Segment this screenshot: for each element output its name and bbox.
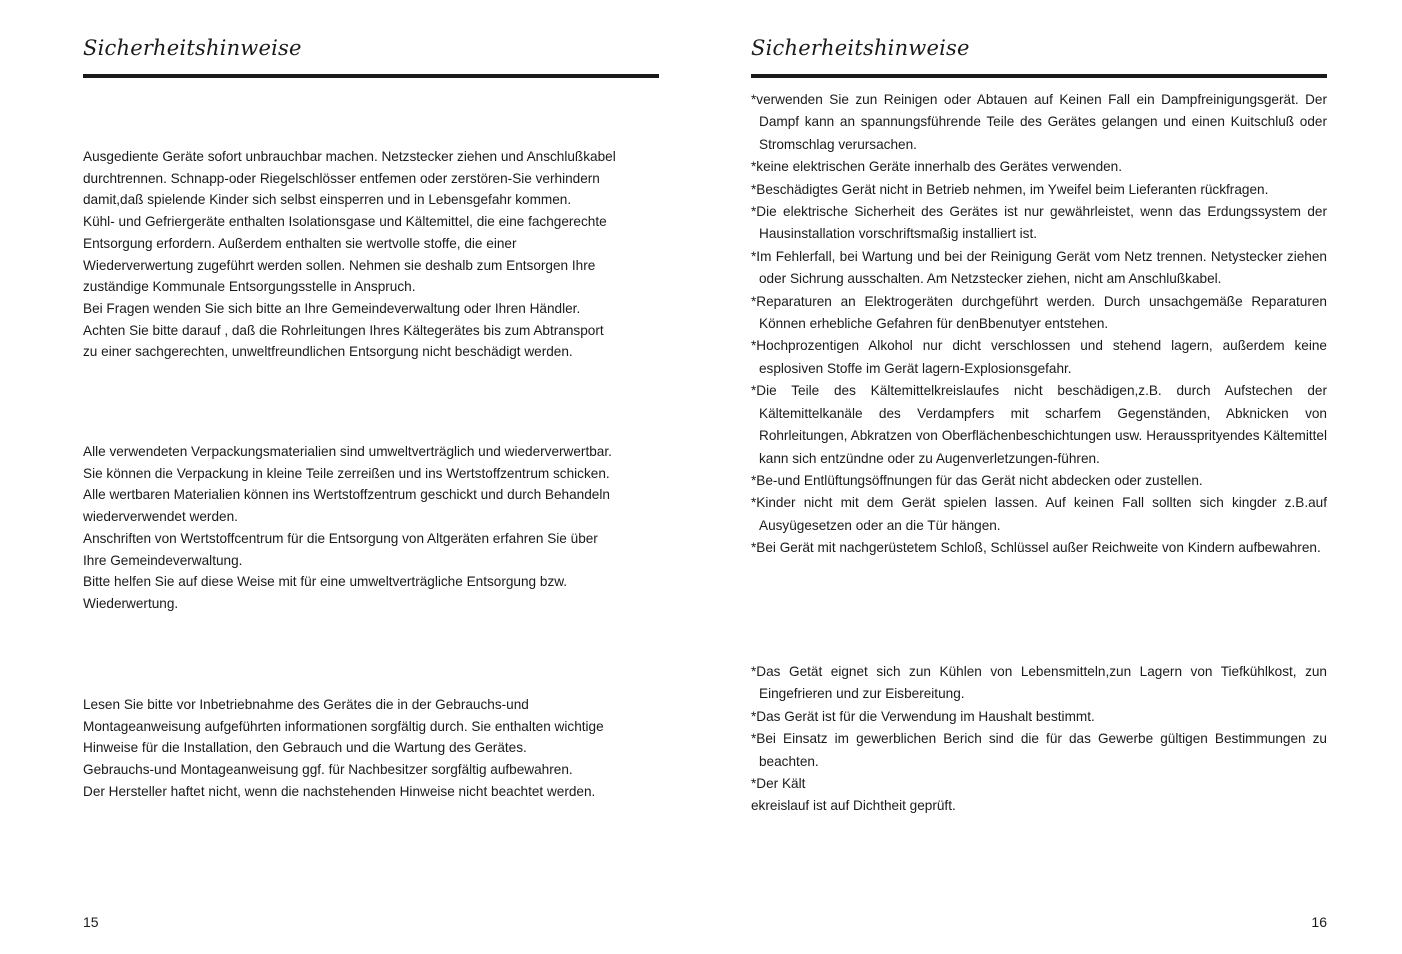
text-line: Ihre Gemeindeverwaltung. bbox=[83, 552, 243, 568]
safety-item: *keine elektrischen Geräte innerhalb des Gerätes verwenden. bbox=[751, 159, 1123, 175]
page-number: 16 bbox=[1311, 914, 1327, 930]
safety-item: *Kinder nicht mit dem Gerät spielen lassen. Auf keinen Fall sollten sich kingder z.B.auf Ausyügesetzen oder an die Tür hängen. bbox=[751, 495, 1327, 533]
text-line: Wiederwertung. bbox=[83, 595, 179, 611]
text-line: Entsorgung erfordern. Außerdem enthalten sie wertvolle stoffe, die einer bbox=[83, 235, 517, 251]
usage-list bbox=[751, 661, 1327, 818]
text-line: zu einer sachgerechten, unweltfreundlichen Entsorgung nicht beschädigt werden. bbox=[83, 344, 573, 360]
safety-list bbox=[751, 89, 1327, 560]
text-line: Alle wertbaren Materialien können ins Wertstoffzentrum geschickt und durch Behandeln bbox=[83, 487, 610, 503]
text-line: zuständige Kommunale Entsorgungsstelle in Anspruch. bbox=[83, 279, 416, 295]
text-line: Kühl- und Gefriergeräte enthalten Isolationsgase und Kältemittel, die eine fachgerechte bbox=[83, 214, 607, 230]
safety-item: *Beschädigtes Gerät nicht in Betrieb nehmen, im Yweifel beim Lieferanten rückfragen. bbox=[751, 181, 1269, 197]
packaging-paragraph bbox=[83, 441, 661, 615]
usage-item: *Das Getät eignet sich zun Kühlen von Lebensmitteln,zun Lagern von Tiefkühlkost, zun Eingefrieren und zur Eisbereitung. bbox=[751, 664, 1327, 702]
text-line: durchtrennen. Schnapp-oder Riegelschlösser entfemen oder zerstören-Sie verhindern bbox=[83, 170, 600, 186]
usage-item: *Bei Einsatz im gewerblichen Berich sind die für das Gewerbe gültigen Bestimmungen zu beachten. bbox=[751, 731, 1327, 769]
right-page bbox=[751, 0, 1327, 954]
usage-item: ekreislauf ist auf Dichtheit geprüft. bbox=[751, 798, 956, 814]
text-line: Alle verwendeten Verpackungsmaterialien sind umweltverträglich und wiederverwertbar. bbox=[83, 444, 612, 459]
text-line: wiederverwendet werden. bbox=[83, 509, 238, 525]
text-line: damit,daß spielende Kinder sich selbst einsperren und in Lebensgefahr kommen. bbox=[83, 192, 572, 208]
safety-item: *Be-und Entlüftungsöffnungen für das Gerät nicht abdecken oder zustellen. bbox=[751, 472, 1203, 488]
text-line: Lesen Sie bitte vor Inbetriebnahme des Gerätes die in der Gebrauchs-und bbox=[83, 697, 529, 712]
safety-item: *Im Fehlerfall, bei Wartung und bei der Reinigung Gerät vom Netz trennen. Netystecker ziehen oder Sichrung ausschalten. Am Netzstecker ziehen, nicht am Anschlußkabel. bbox=[751, 248, 1327, 287]
safety-item: *Bei Gerät mit nachgerüstetem Schloß, Schlüssel außer Reichweite von Kindern aufbewahren. bbox=[751, 540, 1321, 556]
left-page bbox=[83, 0, 659, 954]
text-line: Ausgediente Geräte sofort unbrauchbar machen. Netzstecker ziehen und Anschlußkabel bbox=[83, 149, 616, 164]
safety-item: *Hochprozentigen Alkohol nur dicht verschlossen und stehend lagern, außerdem keine esplosiven Stoffe im Gerät lagern-Explosionsgefahr. bbox=[751, 338, 1327, 376]
safety-item: *Die elektrische Sicherheit des Gerätes ist nur gewährleistet, wenn das Erdungssystem der Hausinstallation vorschriftsmaßig installiert ist. bbox=[751, 204, 1327, 242]
safety-item: *verwenden Sie zun Reinigen oder Abtauen auf Keinen Fall ein Dampfreinigungsgerät. Der Dampf kann an spannungsführende Teile des Gerätes gelangen und einen Kuitschluß oder Stromschlag verursachen. bbox=[751, 92, 1327, 152]
page-title: Sicherheitshinweise bbox=[751, 36, 970, 60]
text-line: Montageanweisung aufgeführten informationen sorgfältig durch. Sie enthalten wichtige bbox=[83, 718, 604, 734]
text-line: Wiederverwertung zugeführt werden sollen. Nehmen sie deshalb zum Entsorgen Ihre bbox=[83, 257, 596, 273]
safety-item: *Reparaturen an Elektrogeräten durchgeführt werden. Durch unsachgemäße Reparaturen Können erhebliche Gefahren für denBbenutyer entstehen. bbox=[751, 293, 1327, 332]
page-number: 15 bbox=[83, 914, 99, 930]
text-line: Sie können die Verpackung in kleine Teile zerreißen und ins Wertstoffzentrum schicken. bbox=[83, 465, 610, 481]
title-rule bbox=[83, 74, 659, 78]
instructions-paragraph bbox=[83, 694, 661, 803]
text-line: Der Hersteller haftet nicht, wenn die nachstehenden Hinweise nicht beachtet werden. bbox=[83, 783, 596, 799]
disposal-paragraph bbox=[83, 146, 661, 363]
usage-item: *Das Gerät ist für die Verwendung im Haushalt bestimmt. bbox=[751, 708, 1095, 724]
title-rule bbox=[751, 74, 1327, 78]
safety-item: *Die Teile des Kältemittelkreislaufes nicht beschädigen,z.B. durch Aufstechen der Kältemittelkanäle des Verdampfers mit scharfem Gegenständen, Abknicken von Rohrleitungen, Abkratzen von Oberflächenbeschichtungen usw. Heraussprityendes Kältemittel kann sich entzündne oder zu Augenverletzungen-führen. bbox=[751, 383, 1327, 466]
text-line: Bitte helfen Sie auf diese Weise mit für eine umweltverträgliche Entsorgung bzw. bbox=[83, 574, 568, 590]
text-line: Anschriften von Wertstoffcentrum für die Entsorgung von Altgeräten erfahren Sie über bbox=[83, 530, 598, 546]
text-line: Hinweise für die Installation, den Gebrauch und die Wartung des Gerätes. bbox=[83, 740, 527, 756]
text-line: Bei Fragen wenden Sie sich bitte an Ihre Gemeindeverwaltung oder Ihren Händler. bbox=[83, 300, 581, 316]
text-line: Achten Sie bitte darauf , daß die Rohrleitungen Ihres Kältegerätes bis zum Abtransport bbox=[83, 322, 604, 338]
text-line: Gebrauchs-und Montageanweisung ggf. für Nachbesitzer sorgfältig aufbewahren. bbox=[83, 762, 573, 778]
usage-item: *Der Kält bbox=[751, 776, 806, 792]
page-title: Sicherheitshinweise bbox=[83, 36, 302, 60]
